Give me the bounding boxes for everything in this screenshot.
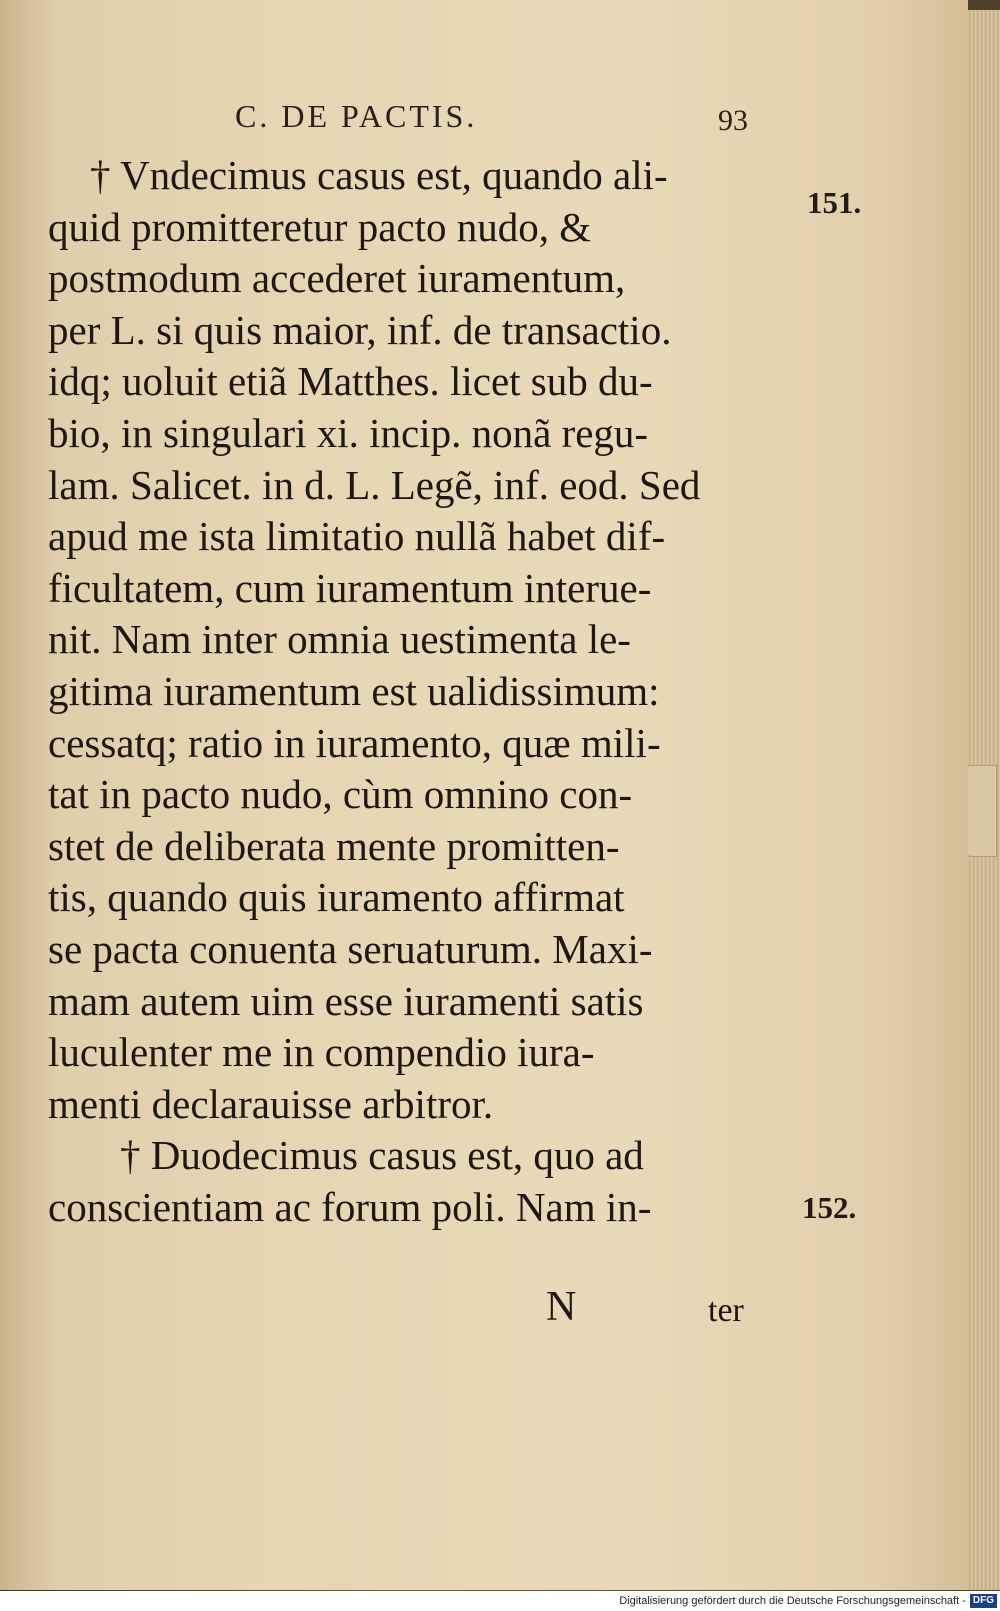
text-line: † Duodecimus casus est, quo ad [120, 1132, 644, 1179]
dfg-logo: DFG [970, 1594, 997, 1608]
text-line: gitima iuramentum est ualidissimum: [48, 667, 660, 714]
text-line: tat in pacto nudo, cùm omnino con- [48, 771, 633, 818]
text-line: nit. Nam inter omnia uestimenta le- [48, 616, 631, 663]
signature-mark: N [546, 1284, 577, 1330]
body-text [48, 150, 768, 1233]
text-line: se pacta conuenta seruaturum. Maxi- [48, 925, 653, 972]
digitization-footer [0, 1591, 1000, 1611]
text-line: menti declarauisse arbitror. [48, 1080, 494, 1127]
margin-note: 152. [802, 1190, 857, 1225]
footer-text: Digitalisierung gefördert durch die Deutsche Forschungsgemeinschaft - [619, 1595, 966, 1607]
text-line: ficultatem, cum iuramentum interue- [48, 564, 652, 611]
text-line: per L. si quis maior, inf. de transactio. [48, 306, 672, 353]
text-line: cessatq; ratio in iuramento, quæ mili- [48, 719, 661, 766]
text-line: postmodum accederet iuramentum, [48, 255, 626, 302]
text-line: apud me ista limitatio nullã habet dif- [48, 513, 666, 560]
text-line: idq; uoluit etiã Matthes. licet sub du- [48, 358, 653, 405]
text-line: conscientiam ac forum poli. Nam in- [48, 1183, 652, 1230]
text-line: † Vndecimus casus est, quando ali- [90, 152, 668, 198]
text-line: luculenter me in compendio iura- [48, 1029, 595, 1076]
text-line: lam. Salicet. in d. L. Legẽ, inf. eod. Sed [48, 461, 701, 508]
margin-note: 151. [807, 185, 862, 220]
page-number: 93 [718, 104, 748, 137]
text-line: stet de deliberata mente promitten- [48, 822, 620, 869]
text-line: bio, in singulari xi. incip. nonã regu- [48, 409, 649, 456]
text-line: mam autem uim esse iuramenti satis [48, 977, 644, 1024]
catchword: ter [708, 1292, 744, 1329]
text-line: quid promitteretur pacto nudo, & [48, 203, 592, 250]
running-title: C. DE PACTIS. [235, 98, 478, 134]
text-line: tis, quando quis iuramento affirmat [48, 874, 625, 921]
